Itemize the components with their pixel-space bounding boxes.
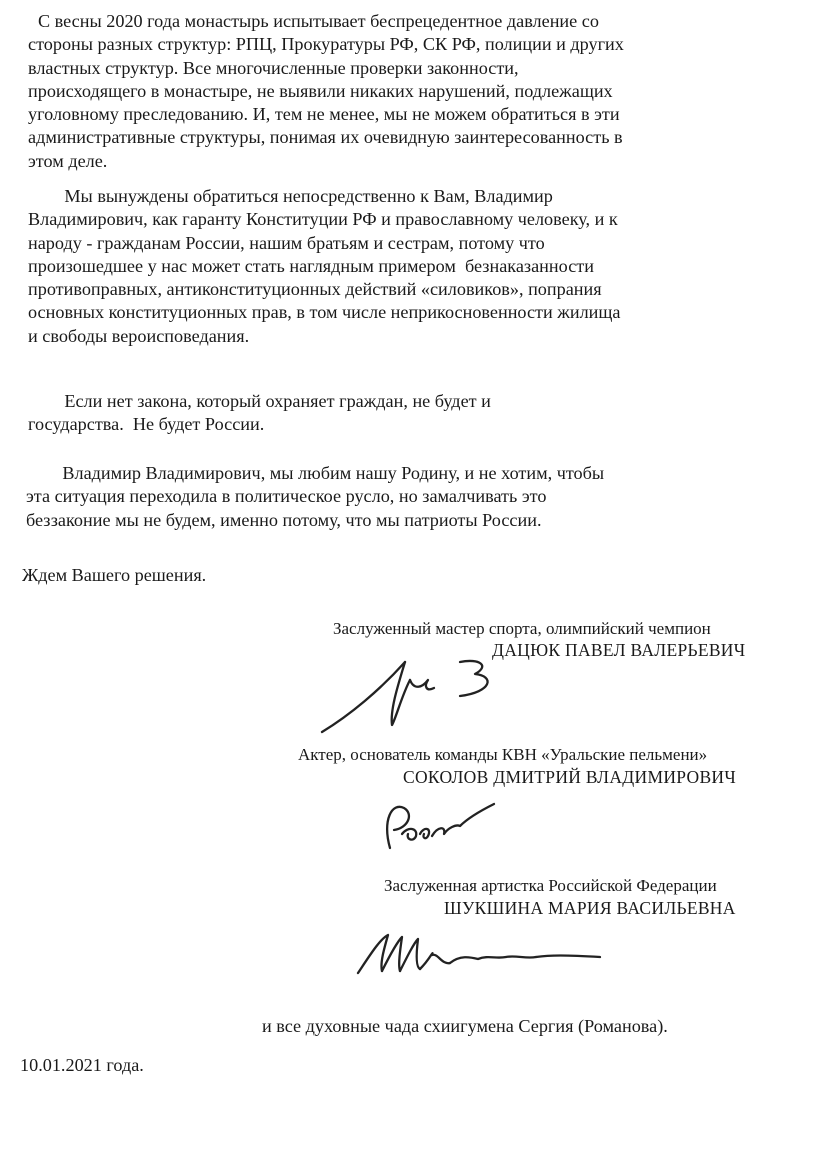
paragraph-homeland [26,462,771,532]
signatory-title: Актер, основатель команды КВН «Уральские пельмени» [298,745,708,764]
text-line: противоправных, антиконституционных действий «силовиков», попрания [28,279,602,300]
signature-sokolov [372,790,502,860]
text-line: уголовному преследованию. И, тем не менее, мы не можем обратиться в эти [28,104,620,125]
signature-datsyuk [310,640,510,740]
text-line: беззаконие мы не будем, именно потому, что мы патриоты России. [26,509,542,530]
text-line: стороны разных структур: РПЦ, Прокуратуры РФ, СК РФ, полиции и других [28,34,624,55]
text-line: властных структур. Все многочисленные проверки законности, [28,57,519,78]
signatory-title: Заслуженный мастер спорта, олимпийский чемпион [333,619,711,638]
paragraph-pressure [28,10,783,173]
text-line: происходящего в монастыре, не выявили никаких нарушений, подлежащих [28,80,613,101]
text-line: эта ситуация переходила в политическое русло, но замалчивать это [26,486,547,507]
text-line: произошедшее у нас может стать наглядным примером безнаказанности [28,255,594,276]
signatory-title: Заслуженная артистка Российской Федерации [384,876,717,895]
signature-shukshina [350,925,610,985]
paragraph-await-decision [22,564,767,587]
paragraph-law [28,390,773,437]
closing-line: и все духовные чада схиигумена Сергия (Романова). [262,1016,668,1036]
letter-date: 10.01.2021 года. [20,1055,144,1075]
signatory-name: ДАЦЮК ПАВЕЛ ВАЛЕРЬЕВИЧ [492,640,746,660]
text-line: С весны 2020 года монастырь испытывает беспрецедентное давление со [38,11,599,31]
text-line: Владимир Владимирович, мы любим нашу Родину, и не хотим, чтобы [26,463,605,483]
text-line: Владимирович, как гаранту Конституции РФ и православному человеку, и к [28,209,618,230]
text-line: Если нет закона, который охраняет граждан, не будет и [28,391,491,411]
text-line: Ждем Вашего решения. [22,565,207,585]
text-line: государства. Не будет России. [28,414,265,435]
text-line: народу - гражданам России, нашим братьям и сестрам, потому что [28,232,545,253]
text-line: этом деле. [28,150,108,171]
text-line: и свободы вероисповедания. [28,325,250,346]
paragraph-appeal [28,185,773,348]
signatory-name: ШУКШИНА МАРИЯ ВАСИЛЬЕВНА [444,898,736,918]
signatory-name: СОКОЛОВ ДМИТРИЙ ВЛАДИМИРОВИЧ [403,767,737,787]
text-line: административные структуры, понимая их очевидную заинтересованность в [28,127,623,148]
text-line: основных конституционных прав, в том числе неприкосновенности жилища [28,302,621,323]
text-line: Мы вынуждены обратиться непосредственно к Вам, Владимир [28,186,553,206]
